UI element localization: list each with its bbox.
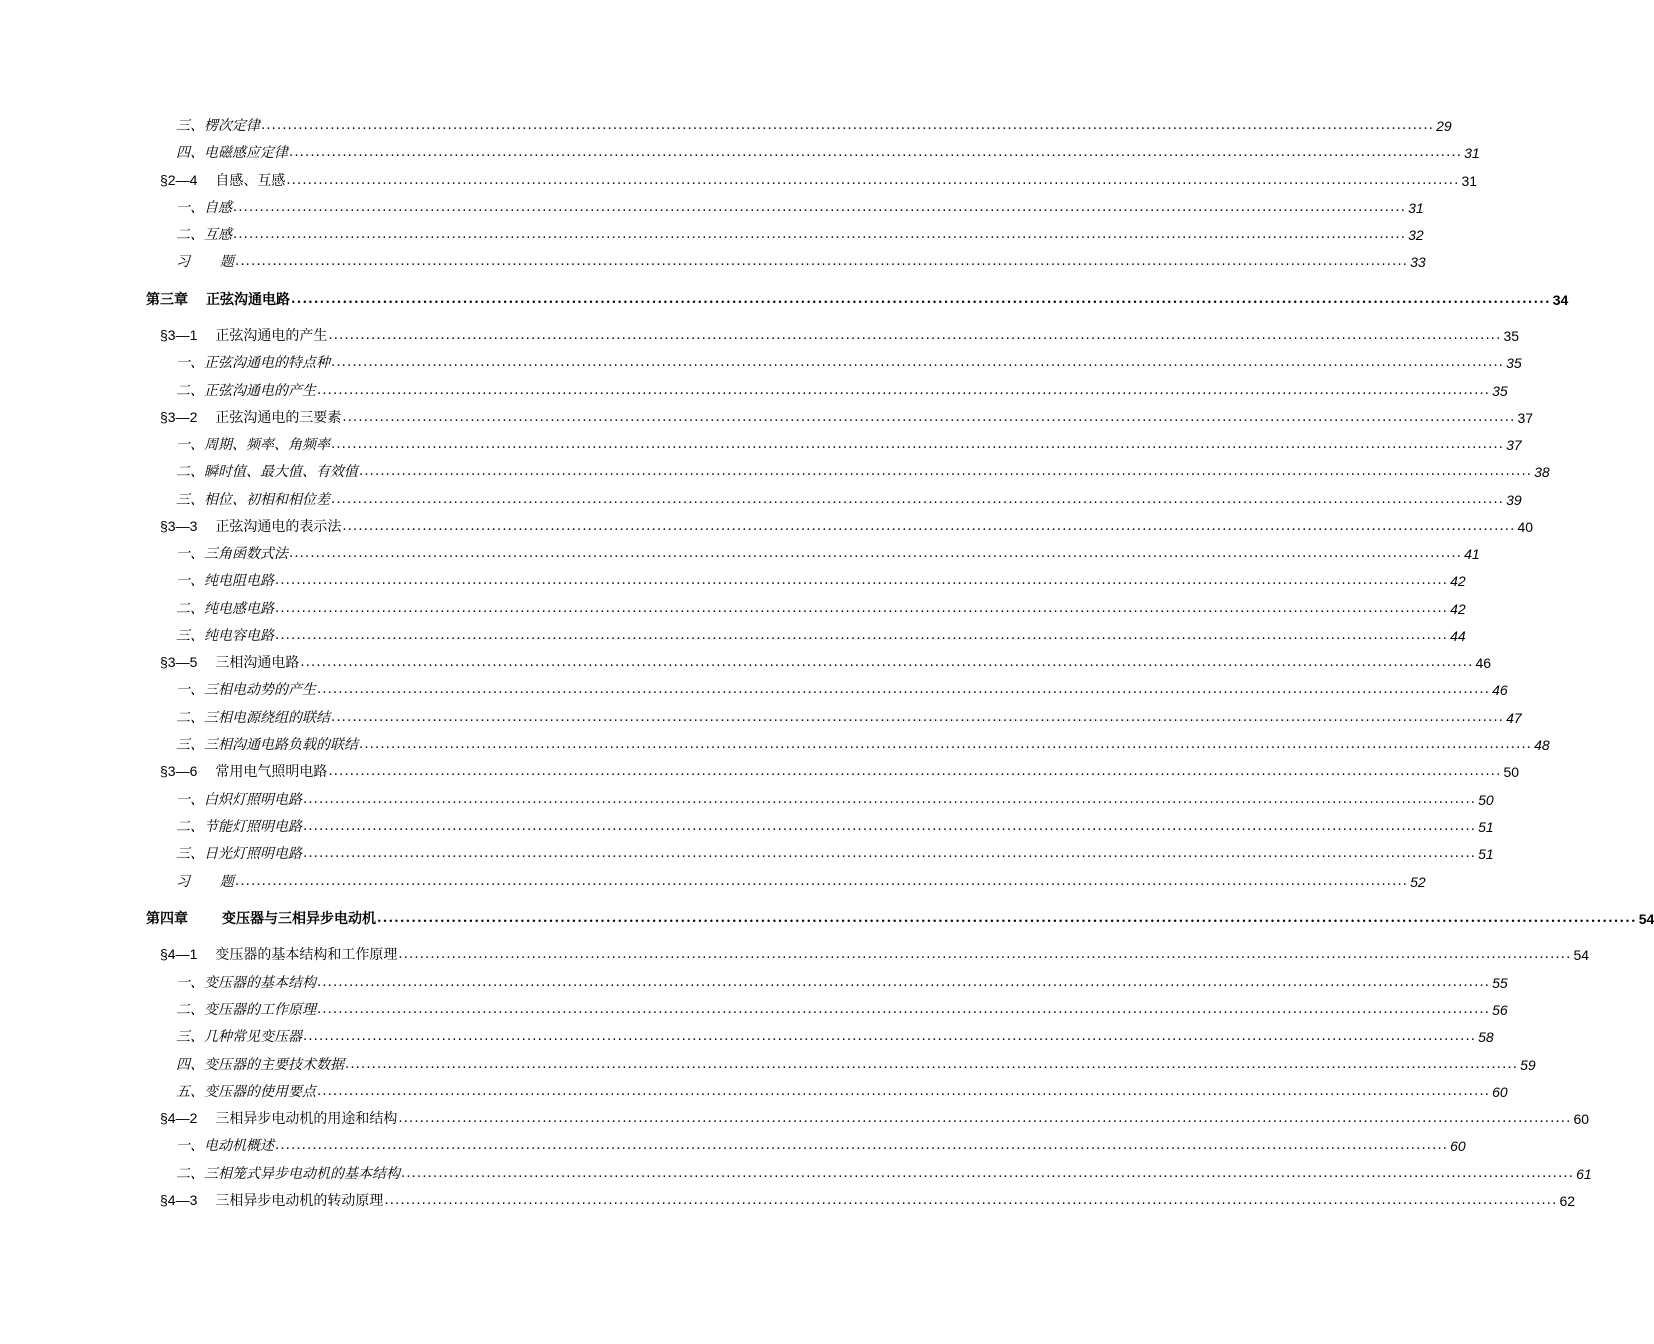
toc-dot-leader: ............................................................................................................................................................................................................................ [261, 118, 1435, 133]
toc-dot-leader: ............................................................................................................................................................................................................................ [359, 464, 1533, 479]
toc-entry-title: 一、纯电阻电路 [176, 573, 274, 589]
toc-entry-title: 四、变压器的主要技术数据 [176, 1057, 344, 1073]
toc-entry[interactable] [176, 841, 1494, 863]
toc-entry-title [160, 1109, 397, 1128]
toc-entry-text: 自感、互感 [215, 173, 286, 189]
toc-entry-number: 第三章 [146, 292, 188, 308]
toc-entry-number: §2—4 [160, 172, 198, 188]
toc-entry[interactable] [176, 677, 1508, 699]
toc-dot-leader: ............................................................................................................................................................................................................................ [303, 846, 1477, 861]
toc-entry[interactable] [160, 514, 1534, 536]
toc-entry-title [176, 253, 234, 271]
toc-page-number: 37 [1517, 410, 1534, 426]
toc-page-number: 31 [1461, 173, 1478, 189]
toc-dot-leader: ............................................................................................................................................................................................................................ [317, 1084, 1491, 1099]
toc-entry-title: 三、纯电容电路 [176, 628, 274, 644]
toc-page-number: 59 [1520, 1057, 1536, 1073]
toc-entry-title: 二、互感 [176, 227, 232, 243]
toc-entry-number: §4—2 [160, 1110, 198, 1126]
toc-dot-leader: ............................................................................................................................................................................................................................ [303, 819, 1477, 834]
toc-entry-title: 二、纯电感电路 [176, 601, 274, 617]
toc-dot-leader: ............................................................................................................................................................................................................................ [275, 573, 1449, 588]
toc-dot-leader: ............................................................................................................................................................................................................................ [331, 492, 1505, 507]
toc-page-number: 61 [1576, 1166, 1592, 1182]
toc-entry-title [160, 1191, 383, 1210]
toc-page-number: 42 [1450, 573, 1466, 589]
toc-entry-number: §4—1 [160, 946, 198, 962]
toc-entry-title [146, 910, 376, 928]
toc-page-number: 31 [1408, 200, 1424, 216]
toc-dot-leader: ............................................................................................................................................................................................................................ [342, 519, 1516, 534]
toc-entry-title: 五、变压器的使用要点 [176, 1084, 316, 1100]
toc-page-number: 35 [1506, 355, 1522, 371]
toc-entry-title: 三、相位、初相和相位差 [176, 492, 330, 508]
toc-dot-leader: ............................................................................................................................................................................................................................ [398, 1111, 1572, 1126]
toc-entry[interactable] [176, 1133, 1466, 1155]
toc-entry-title: 二、正弦沟通电的产生 [176, 383, 316, 399]
toc-entry-text: 正弦沟通电的三要素 [215, 410, 342, 426]
toc-entry-title: 四、电磁感应定律 [176, 145, 288, 161]
toc-dot-leader: ............................................................................................................................................................................................................................ [235, 254, 1409, 269]
toc-page-number: 51 [1478, 819, 1494, 835]
toc-entry[interactable] [176, 1161, 1592, 1183]
toc-page-number: 50 [1503, 764, 1520, 780]
toc-entry[interactable] [176, 222, 1424, 244]
toc-dot-leader: ............................................................................................................................................................................................................................ [275, 1138, 1449, 1153]
toc-entry-title: 二、三相电源绕组的联结 [176, 710, 330, 726]
toc-dot-leader: ............................................................................................................................................................................................................................ [331, 710, 1505, 725]
toc-dot-leader: ............................................................................................................................................................................................................................ [303, 792, 1477, 807]
toc-dot-leader: ............................................................................................................................................................................................................................ [291, 292, 1551, 307]
toc-entry-title: 一、电动机概述 [176, 1138, 274, 1154]
toc-entry-number: §4—3 [160, 1192, 198, 1208]
toc-entry-title [160, 517, 341, 536]
toc-entry-text: 习 [176, 874, 190, 890]
toc-dot-leader: ............................................................................................................................................................................................................................ [289, 145, 1463, 160]
toc-entry[interactable] [176, 195, 1424, 217]
toc-page-number: 39 [1506, 492, 1522, 508]
toc-entry-title: 一、三角函数式法 [176, 546, 288, 562]
toc-entry-text: 三相异步电动机的转动原理 [215, 1193, 384, 1209]
toc-page-number: 35 [1503, 328, 1520, 344]
toc-dot-leader: ............................................................................................................................................................................................................................ [317, 975, 1491, 990]
toc-entry-title [146, 291, 290, 309]
toc-entry-text: 正弦沟通电的表示法 [215, 519, 342, 535]
toc-entry-number: §3—1 [160, 327, 198, 343]
toc-entry[interactable] [176, 970, 1508, 992]
toc-dot-leader: ............................................................................................................................................................................................................................ [328, 328, 1502, 343]
toc-dot-leader: ............................................................................................................................................................................................................................ [235, 874, 1409, 889]
toc-entry[interactable] [176, 249, 1426, 271]
toc-entry[interactable] [176, 350, 1522, 372]
toc-page-number: 34 [1552, 292, 1569, 308]
toc-dot-leader: ............................................................................................................................................................................................................................ [303, 1029, 1477, 1044]
toc-entry[interactable] [176, 787, 1494, 809]
toc-entry-text: 三相异步电动机的用途和结构 [215, 1111, 398, 1127]
toc-entry-text: 正弦沟通电路 [206, 292, 290, 308]
toc-entry[interactable] [160, 168, 1478, 190]
toc-entry-title [160, 762, 327, 781]
toc-entry-title: 三、几种常见变压器 [176, 1029, 302, 1045]
toc-dot-leader: ............................................................................................................................................................................................................................ [342, 410, 1516, 425]
toc-dot-leader: ............................................................................................................................................................................................................................ [377, 911, 1637, 926]
toc-entry[interactable] [176, 1079, 1508, 1101]
toc-entry[interactable] [176, 814, 1494, 836]
toc-entry-title: 二、三相笼式异步电动机的基本结构 [176, 1166, 400, 1182]
toc-dot-leader: ............................................................................................................................................................................................................................ [398, 947, 1572, 962]
toc-entry-text: 常用电气照明电路 [215, 764, 328, 780]
toc-entry[interactable] [160, 942, 1590, 964]
toc-page-number: 56 [1492, 1002, 1508, 1018]
toc-page-number: 62 [1559, 1193, 1576, 1209]
toc-entry[interactable] [160, 323, 1520, 345]
toc-entry[interactable] [176, 541, 1480, 563]
toc-entry[interactable] [146, 906, 1654, 928]
toc-dot-leader: ............................................................................................................................................................................................................................ [275, 601, 1449, 616]
toc-entry[interactable] [160, 759, 1520, 781]
toc-page-number: 55 [1492, 975, 1508, 991]
toc-page-number: 46 [1475, 655, 1492, 671]
toc-entry[interactable] [176, 459, 1550, 481]
toc-entry-text: 习 [176, 254, 190, 270]
toc-page-number: 29 [1436, 118, 1452, 134]
toc-entry[interactable] [176, 140, 1480, 162]
toc-dot-leader: ............................................................................................................................................................................................................................ [359, 737, 1533, 752]
toc-entry-title: 二、变压器的工作原理 [176, 1002, 316, 1018]
toc-page-number: 47 [1506, 710, 1522, 726]
toc-dot-leader: ............................................................................................................................................................................................................................ [401, 1166, 1575, 1181]
toc-page-number: 38 [1534, 464, 1550, 480]
toc-entry-number: §3—5 [160, 654, 198, 670]
toc-dot-leader: ............................................................................................................................................................................................................................ [331, 437, 1505, 452]
toc-entry-title: 一、自感 [176, 200, 232, 216]
toc-page-number: 58 [1478, 1029, 1494, 1045]
toc-entry[interactable] [176, 378, 1508, 400]
toc-entry[interactable] [176, 623, 1466, 645]
toc-entry-title [160, 653, 299, 672]
toc-entry-text: 正弦沟通电的产生 [215, 328, 328, 344]
toc-page-number: 40 [1517, 519, 1534, 535]
toc-page-number: 32 [1408, 227, 1424, 243]
toc-entry[interactable] [146, 287, 1569, 309]
toc-page-number: 33 [1410, 254, 1426, 270]
toc-entry-title [160, 171, 285, 190]
toc-dot-leader: ............................................................................................................................................................................................................................ [317, 682, 1491, 697]
toc-page-number: 46 [1492, 682, 1508, 698]
toc-dot-leader: ............................................................................................................................................................................................................................ [317, 1002, 1491, 1017]
toc-page-number: 60 [1573, 1111, 1590, 1127]
toc-entry[interactable] [160, 405, 1534, 427]
toc-entry-number: §3—6 [160, 763, 198, 779]
toc-entry[interactable] [176, 732, 1550, 754]
toc-entry-title [160, 945, 397, 964]
toc-entry[interactable] [160, 650, 1492, 672]
toc-entry[interactable] [176, 487, 1522, 509]
toc-page-number: 41 [1464, 546, 1480, 562]
toc-entry-title: 三、三相沟通电路负载的联结 [176, 737, 358, 753]
toc-entry-title: 一、周期、频率、角频率 [176, 437, 330, 453]
toc-entry-text: 变压器的基本结构和工作原理 [215, 947, 398, 963]
toc-entry-title: 一、白炽灯照明电路 [176, 792, 302, 808]
toc-entry-title [176, 873, 234, 891]
toc-entry[interactable] [176, 997, 1508, 1019]
toc-dot-leader: ............................................................................................................................................................................................................................ [233, 200, 1407, 215]
toc-dot-leader: ............................................................................................................................................................................................................................ [289, 546, 1463, 561]
toc-page-number: 54 [1573, 947, 1590, 963]
toc-dot-leader: ............................................................................................................................................................................................................................ [317, 383, 1491, 398]
toc-entry[interactable] [176, 869, 1426, 891]
toc-entry[interactable] [160, 1106, 1590, 1128]
toc-page-number: 35 [1492, 383, 1508, 399]
toc-entry-text: 题 [220, 254, 234, 270]
toc-entry-text: 题 [220, 874, 234, 890]
toc-entry-title: 一、正弦沟通电的特点种 [176, 355, 330, 371]
toc-entry[interactable] [176, 705, 1522, 727]
toc-entry[interactable] [176, 568, 1466, 590]
toc-dot-leader: ............................................................................................................................................................................................................................ [300, 655, 1474, 670]
toc-entry[interactable] [176, 596, 1466, 618]
toc-page-number: 60 [1492, 1084, 1508, 1100]
toc-entry-title: 一、三相电动势的产生 [176, 682, 316, 698]
toc-page-number: 48 [1534, 737, 1550, 753]
toc-page-number: 51 [1478, 846, 1494, 862]
toc-page-number: 44 [1450, 628, 1466, 644]
toc-entry[interactable] [176, 1052, 1536, 1074]
toc-entry-number: §3—2 [160, 409, 198, 425]
toc-dot-leader: ............................................................................................................................................................................................................................ [275, 628, 1449, 643]
toc-entry[interactable] [160, 1188, 1576, 1210]
toc-page-number: 50 [1478, 792, 1494, 808]
toc-entry-number: §3—3 [160, 518, 198, 534]
toc-entry-text: 变压器与三相异步电动机 [222, 911, 376, 927]
toc-entry-title: 二、节能灯照明电路 [176, 819, 302, 835]
toc-page-number: 37 [1506, 437, 1522, 453]
toc-entry[interactable] [176, 113, 1452, 135]
toc-entry-number: 第四章 [146, 911, 188, 927]
toc-entry-title: 三、日光灯照明电路 [176, 846, 302, 862]
toc-entry-title [160, 408, 341, 427]
toc-dot-leader: ............................................................................................................................................................................................................................ [384, 1193, 1558, 1208]
toc-entry[interactable] [176, 432, 1522, 454]
toc-entry-title: 一、变压器的基本结构 [176, 975, 316, 991]
toc-entry-title: 三、楞次定律 [176, 118, 260, 134]
toc-page-number: 42 [1450, 601, 1466, 617]
toc-dot-leader: ............................................................................................................................................................................................................................ [328, 764, 1502, 779]
toc-entry[interactable] [176, 1024, 1494, 1046]
toc-entry-title [160, 326, 327, 345]
toc-page-number: 31 [1464, 145, 1480, 161]
toc-entry-text: 三相沟通电路 [215, 655, 300, 671]
toc-dot-leader: ............................................................................................................................................................................................................................ [345, 1057, 1519, 1072]
toc-page-number: 54 [1638, 911, 1654, 927]
toc-dot-leader: ............................................................................................................................................................................................................................ [331, 355, 1505, 370]
toc-entry-title: 二、瞬时值、最大值、有效值 [176, 464, 358, 480]
toc-page-number: 60 [1450, 1138, 1466, 1154]
toc-page-number: 52 [1410, 874, 1426, 890]
toc-dot-leader: ............................................................................................................................................................................................................................ [233, 227, 1407, 242]
toc-dot-leader: ............................................................................................................................................................................................................................ [286, 173, 1460, 188]
